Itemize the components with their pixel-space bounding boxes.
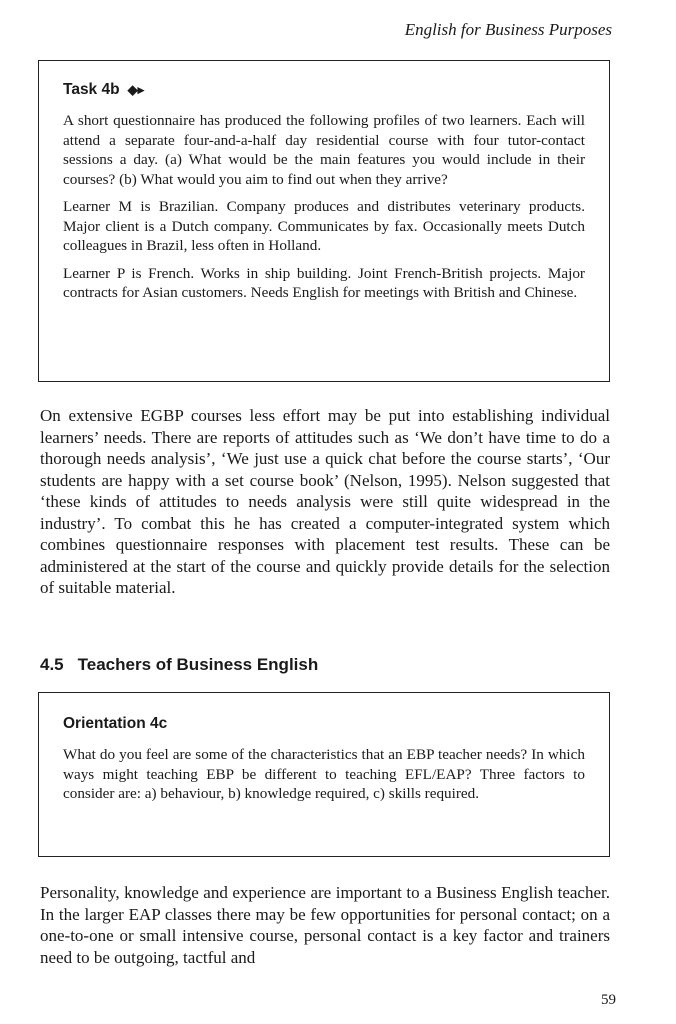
task-intro: A short questionnaire has produced the following profiles of two learners. Each will attend a separate four-and-a-half day residential course with four tutor-contact sessions a day. (a) What would be the main features you would include in their courses? (b) What would you aim to find out when they arrive? xyxy=(63,112,585,188)
orientation-box xyxy=(38,692,610,857)
section-title: Teachers of Business English xyxy=(77,655,319,674)
task-title: Task 4b ◆▸ xyxy=(63,81,145,98)
paragraph-personality: Personality, knowledge and experience are important to a Business English teacher. In the larger EAP classes there may be few opportunities for personal contact; on a one-to-one or small intensive course, personal contact is a key factor and trainers need to be outgoing, tactful and xyxy=(40,883,610,967)
orientation-text: What do you feel are some of the characteristics that an EBP teacher needs? In which ways might teaching EBP be different to teaching EFL/EAP? Three factors to consider are: a) behaviour, b) knowledge required, c) skills required. xyxy=(63,746,585,802)
section-number: 4.5 xyxy=(40,655,64,674)
learner-p-profile: Learner P is French. Works in ship building. Joint French-British projects. Major contracts for Asian customers. Needs English for meetings with British and Chinese. xyxy=(63,264,585,301)
section-heading xyxy=(40,655,318,675)
arrow-icon: ◆▸ xyxy=(127,82,145,97)
orientation-title: Orientation 4c xyxy=(63,715,168,732)
learner-m-profile: Learner M is Brazilian. Company produces and distributes veterinary products. Major client is a Dutch company. Communicates by fax. Occasionally meets Dutch colleagues in Brazil, less often in Holland. xyxy=(63,198,585,254)
paragraph-needs-analysis: On extensive EGBP courses less effort may be put into establishing individual learners’ needs. There are reports of attitudes such as ‘We don’t have time to do a thorough needs analysis’, ‘We just use a quick chat before the course starts’, ‘Our students are happy with a set course book’ (Nelson, 1995). Nelson suggested that ‘these kinds of attitudes to needs analysis were still quite widespread in the industry’. To combat this he has created a computer-integrated system which combines questionnaire responses with placement test results. These can be administered at the start of the course and quickly provide details for the selection of suitable material. xyxy=(40,406,610,597)
task-box xyxy=(38,60,610,382)
running-head: English for Business Purposes xyxy=(404,20,612,39)
page-number: 59 xyxy=(601,992,616,1008)
